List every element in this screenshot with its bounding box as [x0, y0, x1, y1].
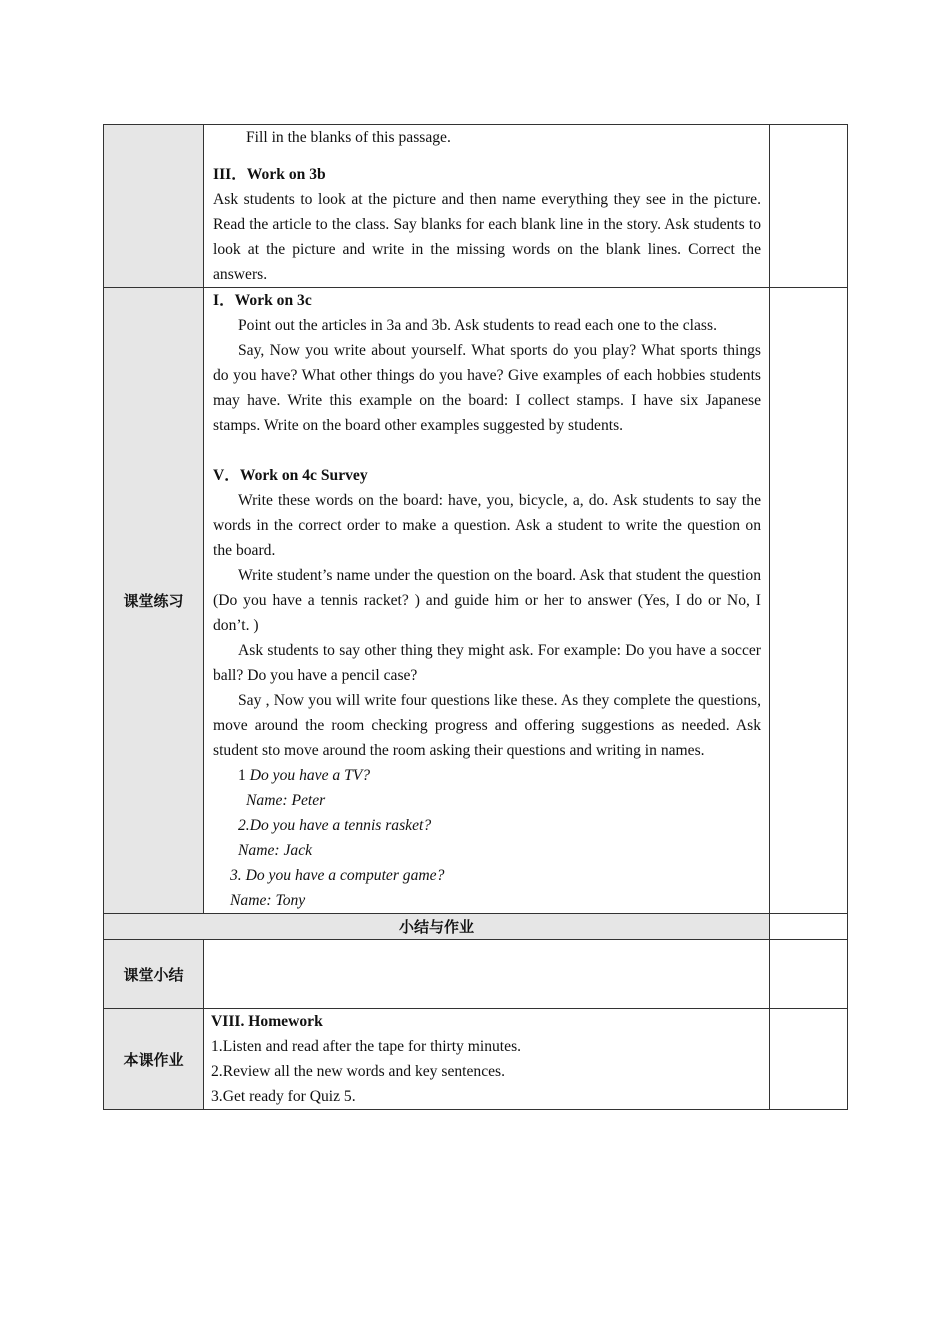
homework-item: 3.Get ready for Quiz 5.	[211, 1088, 356, 1105]
homework-row	[104, 1009, 848, 1110]
question-2-name: Name: Jack	[238, 842, 313, 859]
section-header-row	[104, 914, 848, 940]
question-1	[213, 763, 761, 788]
intro-notes-cell	[770, 125, 848, 288]
practice-content-cell	[204, 288, 770, 914]
summary-row	[104, 940, 848, 1009]
intro-row	[104, 125, 848, 288]
question-1-name: Name: Peter	[246, 792, 326, 809]
question-1-number: 1	[238, 767, 250, 784]
question-1-text: Do you have a TV?	[249, 767, 371, 784]
homework-content-cell	[204, 1009, 770, 1110]
summary-label: 课堂小结	[104, 940, 204, 1009]
work-3b-paragraph: Ask students to look at the picture and then name everything they see in the picture. Read the article to the class. Say blanks for each blank line in the story. Ask students to look at the picture and write in the missing words on the blank lines. Correct the answers.	[213, 191, 761, 283]
intro-content-cell	[204, 125, 770, 288]
practice-paragraph-5: Ask students to say other thing they might ask. For example: Do you have a soccer ball? Do you have a pencil case?	[213, 642, 761, 684]
intro-label-cell	[104, 125, 204, 288]
question-3: 3. Do you have a computer game?	[230, 867, 445, 884]
practice-paragraph-4: Write student’s name under the question on the board. Ask that student the question (Do you have a tennis racket? ) and guide him or her to answer (Yes, I do or No, I don’t. )	[213, 567, 761, 634]
practice-paragraph-6: Say , Now you will write four questions like these. As they complete the questions, move around the room checking progress and offering suggestions as needed. Ask student sto move around the room asking their questions and writing in names.	[213, 692, 761, 759]
work-3b-heading: III．Work on 3b	[213, 166, 326, 183]
practice-paragraph-2: Say, Now you write about yourself. What sports do you play? What sports things do you have? What other things do you have? Give examples of each hobbies students may have. Write this example on the board: I collect stamps. I have six Japanese stamps. Write on the board other examples suggested by students.	[213, 342, 761, 434]
lesson-plan-table	[103, 124, 848, 1110]
question-3-name: Name: Tony	[230, 892, 306, 909]
section-header: 小结与作业	[104, 914, 770, 940]
practice-notes-cell	[770, 288, 848, 914]
practice-paragraph-3: Write these words on the board: have, you, bicycle, a, do. Ask students to say the words in the correct order to make a question. Ask a student to write the question on the board.	[213, 492, 761, 559]
homework-notes-cell	[770, 1009, 848, 1110]
practice-paragraph-1: Point out the articles in 3a and 3b. Ask students to read each one to the class.	[238, 317, 717, 334]
work-3c-heading: I．Work on 3c	[213, 292, 312, 309]
summary-notes-cell	[770, 940, 848, 1009]
section-notes-cell	[770, 914, 848, 940]
homework-label: 本课作业	[104, 1009, 204, 1110]
homework-item: 2.Review all the new words and key sentences.	[211, 1063, 506, 1080]
summary-content-cell	[204, 940, 770, 1009]
homework-item: 1.Listen and read after the tape for thirty minutes.	[211, 1038, 522, 1055]
work-4c-heading: V．Work on 4c Survey	[213, 467, 368, 484]
practice-label: 课堂练习	[104, 288, 204, 914]
homework-heading: VIII. Homework	[211, 1013, 323, 1030]
fill-in-line: Fill in the blanks of this passage.	[246, 129, 451, 146]
question-2: 2.Do you have a tennis rasket?	[238, 817, 432, 834]
practice-row	[104, 288, 848, 914]
